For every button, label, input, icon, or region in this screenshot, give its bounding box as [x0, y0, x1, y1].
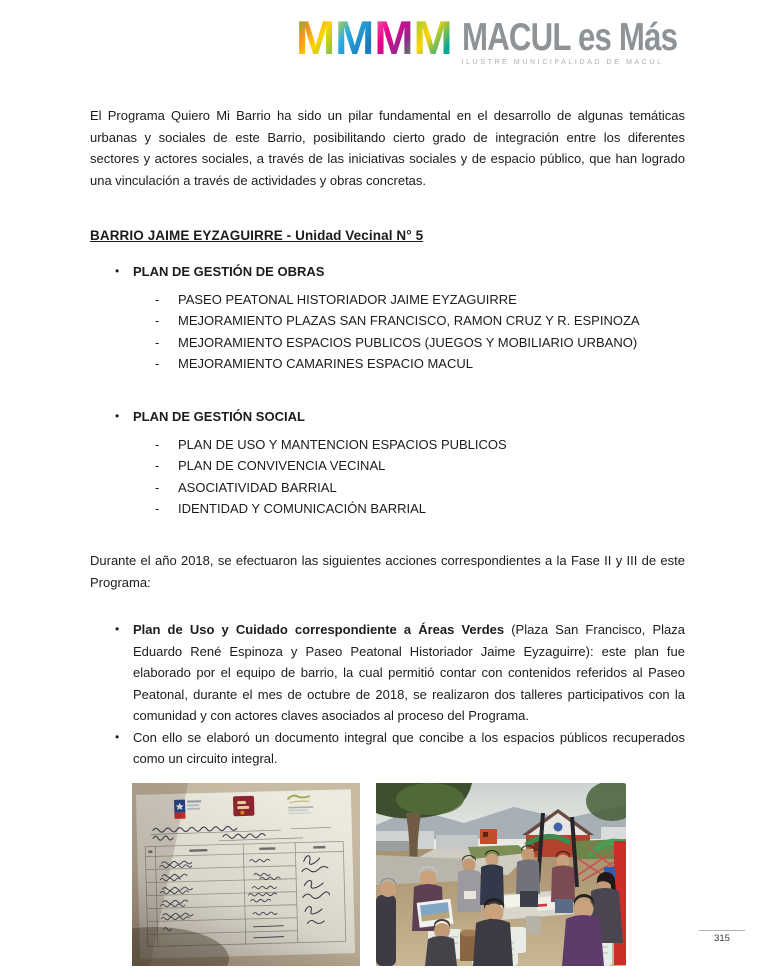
list-item	[155, 455, 685, 476]
plan-obras-items	[90, 289, 685, 374]
dash-icon: -	[155, 334, 160, 350]
logo-m-letters	[296, 11, 453, 64]
page-number: 315	[699, 930, 745, 944]
dash-icon: -	[155, 355, 160, 371]
bullet-icon: •	[115, 264, 120, 278]
list-item	[155, 332, 685, 353]
actions-intro-paragraph: Durante el año 2018, se efectuaron las siguientes acciones correspondientes a la Fase II y III de este Programa:	[90, 553, 685, 590]
logo-subtitle: ILUSTRE MUNICIPALIDAD DE MACUL	[461, 59, 664, 67]
community-meeting-photo	[376, 783, 626, 966]
list-item	[155, 498, 685, 519]
list-item-label: PASEO PEATONAL HISTORIADOR JAIME EYZAGUIRRE	[178, 292, 517, 307]
dash-icon: -	[155, 292, 160, 307]
actions-list	[90, 619, 685, 770]
list-item-label: PLAN DE CONVIVENCIA VECINAL	[178, 458, 386, 474]
list-item-label: MEJORAMIENTO PLAZAS SAN FRANCISCO, RAMON CRUZ Y R. ESPINOZA	[178, 313, 640, 329]
logo-m-icon: M	[413, 11, 451, 64]
dash-icon: -	[155, 458, 160, 474]
list-item	[155, 289, 685, 310]
logo-text-block	[462, 16, 731, 66]
logo-m-icon: M	[374, 11, 412, 64]
logo-m-icon: M	[296, 11, 334, 64]
plan-social-items	[90, 434, 685, 519]
bullet-icon: •	[115, 409, 120, 424]
list-item-label: ASOCIATIVIDAD BARRIAL	[178, 479, 337, 495]
section-heading: BARRIO JAIME EYZAGUIRRE - Unidad Vecinal N° 5	[90, 228, 424, 243]
dash-icon: -	[155, 479, 160, 495]
dash-icon: -	[155, 437, 160, 453]
list-item-label: MEJORAMIENTO ESPACIOS PUBLICOS (JUEGOS Y MOBILIARIO URBANO)	[178, 334, 638, 350]
photo-row	[132, 783, 685, 966]
list-item	[155, 353, 685, 374]
list-item	[115, 261, 685, 282]
bullet-icon: •	[115, 729, 120, 744]
list-item	[115, 727, 685, 770]
plan-obras-section	[90, 261, 685, 374]
list-item	[115, 406, 685, 427]
action-paragraph	[133, 727, 685, 770]
list-item-label: PLAN DE USO Y MANTENCION ESPACIOS PUBLICOS	[178, 437, 507, 453]
list-item	[115, 619, 685, 727]
list-item	[155, 477, 685, 498]
dash-icon: -	[155, 501, 160, 517]
attendance-sheet-photo	[132, 783, 360, 966]
bullet-icon: •	[115, 622, 120, 637]
action-paragraph	[133, 619, 685, 727]
plan-title: PLAN DE GESTIÓN SOCIAL	[133, 409, 305, 425]
dash-icon: -	[155, 313, 160, 329]
plan-title: PLAN DE GESTIÓN DE OBRAS	[133, 264, 325, 279]
action-bold-lead: Plan de Uso y Cuidado correspondiente a Áreas Verdes	[133, 622, 505, 638]
list-item-label: IDENTIDAD Y COMUNICACIÓN BARRIAL	[178, 501, 427, 517]
action-text: Con ello se elaboró un documento integral que concibe a los espacios públicos recuperados como un circuito integral.	[133, 729, 685, 767]
list-item-label: MEJORAMIENTO CAMARINES ESPACIO MACUL	[178, 355, 473, 371]
plan-social-section	[90, 406, 685, 519]
list-item	[155, 310, 685, 331]
list-item	[155, 434, 685, 455]
action-text: (Plaza San Francisco, Plaza Eduardo René Espinoza y Paseo Peatonal Historiador Jaime Eyzaguirre): este plan fue elaborado por el equipo de barrio, la cual permitió contar con contenidos referidos al Paseo Peatonal, durante el mes de octubre de 2018, se realizaron dos talleres participativos con la comunidad y con actores claves asociados al proceso del Programa.	[133, 622, 686, 724]
macul-logo	[296, 11, 685, 76]
intro-paragraph: El Programa Quiero Mi Barrio ha sido un pilar fundamental en el desarrollo de algunas temáticas urbanas y sociales de este Barrio, posibilitando cierto grado de integración entre los diferentes sectores y actores sociales, a través de las iniciativas sociales y de espacio público, que han logrado una vinculación a través de actividades y obras concretas.	[90, 108, 685, 188]
logo-title: MACUL es Más	[461, 16, 677, 59]
logo-m-icon: M	[335, 11, 373, 64]
